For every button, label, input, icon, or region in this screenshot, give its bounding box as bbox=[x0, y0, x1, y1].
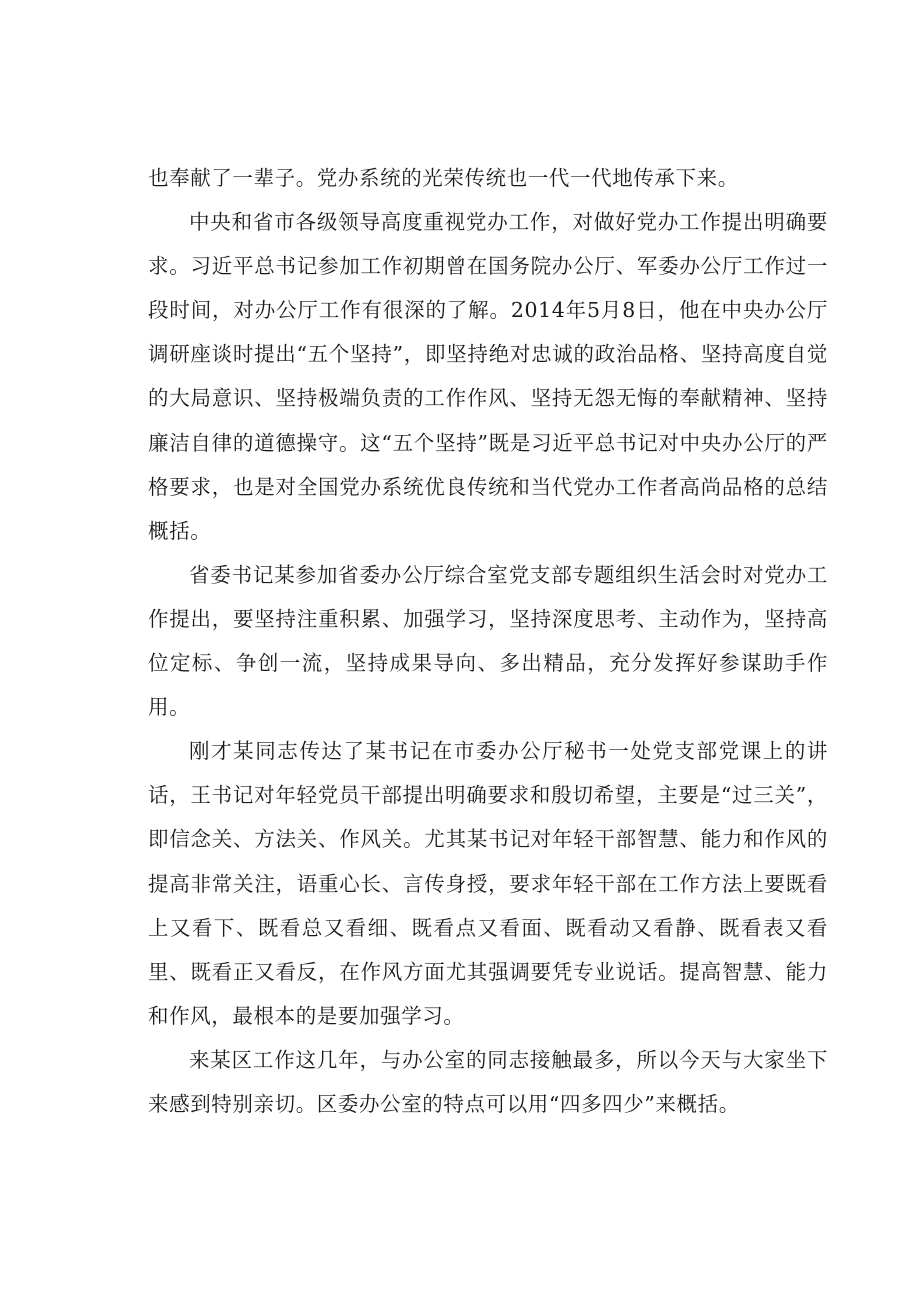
document-body bbox=[148, 156, 828, 1126]
paragraph-three-passes: 刚才某同志传达了某书记在市委办公厅秘书一处党支部党课上的讲话，王书记对年轻党员干部提出明确要求和殷切希望，主要是“过三关”，即信念关、方法关、作风关。尤其某书记对年轻干部智慧、能力和作风的提高非常关注，语重心长、言传身授，要求年轻干部在工作方法上要既看上又看下、既看总又看细、既看点又看面、既看动又看静、既看表又看里、既看正又看反，在作风方面尤其强调要凭专业说话。提高智慧、能力和作风，最根本的是要加强学习。 bbox=[148, 739, 828, 1028]
paragraph-district-office: 来某区工作这几年，与办公室的同志接触最多，所以今天与大家坐下来感到特别亲切。区委办公室的特点可以用“四多四少”来概括。 bbox=[148, 1047, 828, 1116]
paragraph-continuation: 也奉献了一辈子。党办系统的光荣传统也一代一代地传承下来。 bbox=[148, 166, 739, 190]
paragraph-provincial-secretary: 省委书记某参加省委办公厅综合室党支部专题组织生活会时对党办工作提出，要坚持注重积累、加强学习，坚持深度思考、主动作为，坚持高位定标、争创一流，坚持成果导向、多出精品，充分发挥好参谋助手作用。 bbox=[148, 562, 828, 720]
paragraph-leadership-requirements: 中央和省市各级领导高度重视党办工作，对做好党办工作提出明确要求。习近平总书记参加工作初期曾在国务院办公厅、军委办公厅工作过一段时间，对办公厅工作有很深的了解。2014年5月8日，他在中央办公厅调研座谈时提出“五个坚持”，即坚持绝对忠诚的政治品格、坚持高度自觉的大局意识、坚持极端负责的工作作风、坚持无怨无悔的奉献精神、坚持廉洁自律的道德操守。这“五个坚持”既是习近平总书记对中央办公厅的严格要求，也是对全国党办系统优良传统和当代党办工作者高尚品格的总结概括。 bbox=[148, 210, 828, 543]
